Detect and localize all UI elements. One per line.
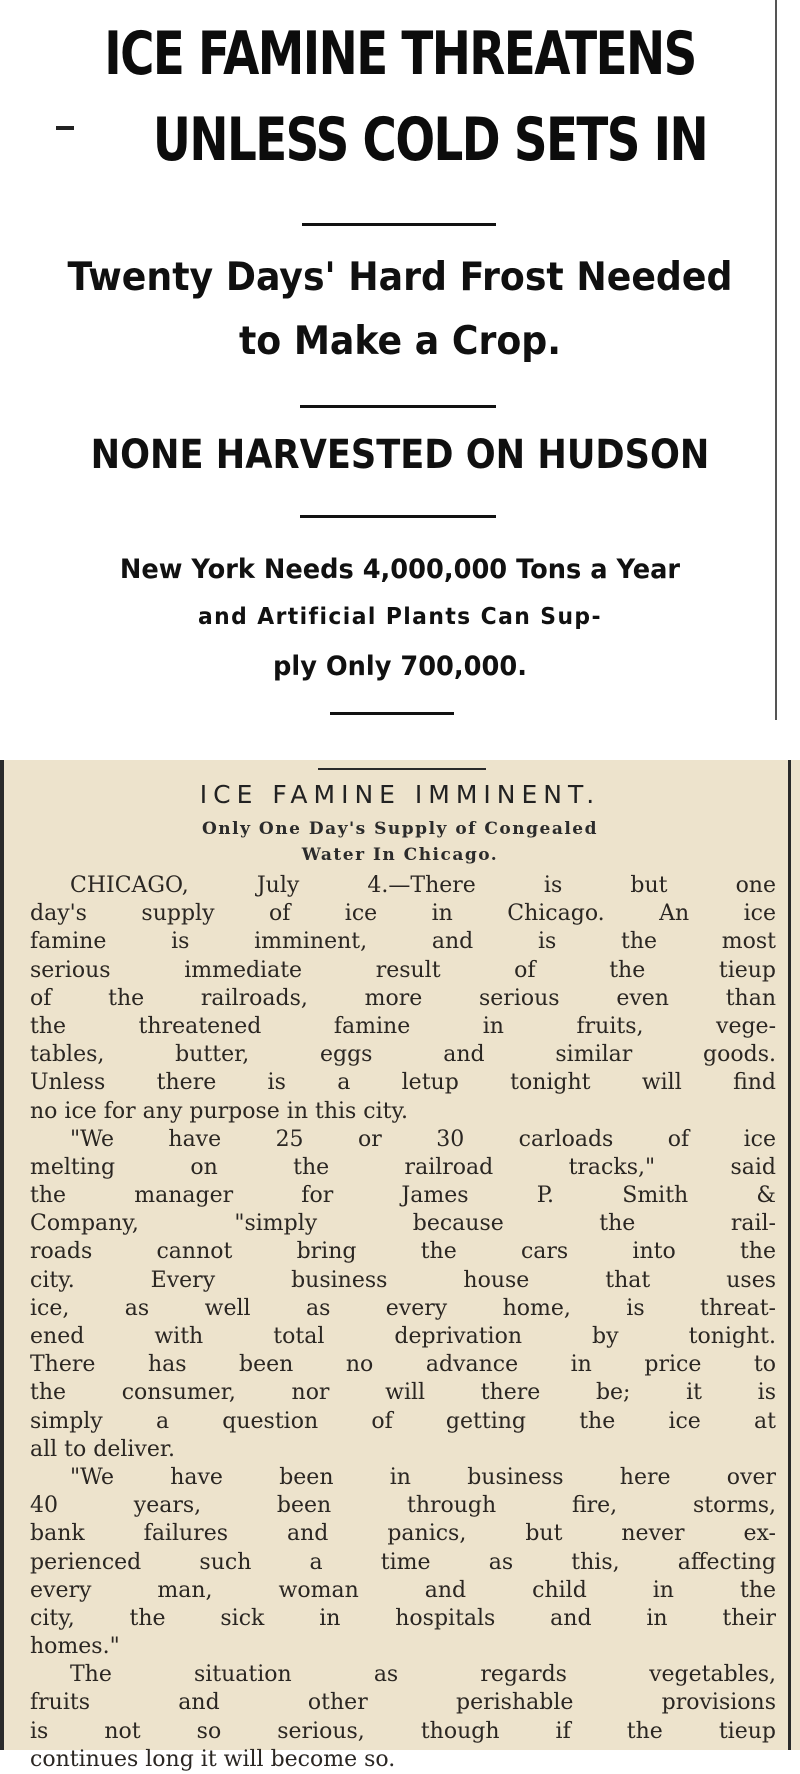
headline-line-1: ICE FAMINE THREATENS <box>104 19 696 89</box>
deck-3-line-3: ply Only 700,000. <box>273 651 527 682</box>
body-line: perienced such a time as this, affecting <box>30 1549 776 1575</box>
body-line: "We have been in business here over <box>70 1464 776 1490</box>
deck-2: NONE HARVESTED ON HUDSON <box>90 432 710 478</box>
body-line: the threatened famine in fruits, vege- <box>30 1013 776 1039</box>
body-line: city, the sick in hospitals and in their <box>30 1605 776 1631</box>
body-line: day's supply of ice in Chicago. An ice <box>30 901 776 927</box>
divider-rule <box>300 515 496 518</box>
body-line: 40 years, been through fire, storms, <box>30 1493 776 1519</box>
clipping-border-right <box>788 760 791 1750</box>
article-subhead-line-2: Water In Chicago. <box>301 845 499 865</box>
body-line: serious immediate result of the tieup <box>30 957 776 983</box>
body-line: bank failures and panics, but never ex- <box>30 1521 776 1547</box>
body-line: CHICAGO, July 4.—There is but one <box>70 873 776 898</box>
headline-line-2: UNLESS COLD SETS IN <box>152 105 708 175</box>
body-line: The situation as regards vegetables, <box>70 1662 776 1688</box>
body-line: "We have 25 or 30 carloads of ice <box>70 1126 776 1152</box>
body-line: continues long it will become so. <box>30 1746 396 1772</box>
body-line: tables, butter, eggs and similar goods. <box>30 1042 776 1068</box>
body-line: roads cannot bring the cars into the <box>30 1239 776 1265</box>
top-rule <box>318 768 486 770</box>
deck-1-line-2: to Make a Crop. <box>238 319 562 364</box>
deck-3-line-2: and Artificial Plants Can Sup- <box>197 604 602 630</box>
clipping-nyt-ice-famine <box>0 0 800 730</box>
article-title: ICE FAMINE IMMINENT. <box>199 780 601 809</box>
body-line: the consumer, nor will there be; it is <box>30 1380 776 1406</box>
deck-1-line-1: Twenty Days' Hard Frost Needed <box>67 255 733 300</box>
article-subhead-line-1: Only One Day's Supply of Congealed <box>202 819 598 839</box>
clipping-chicago-ice-famine <box>0 760 800 1772</box>
body-line: all to deliver. <box>30 1436 175 1462</box>
end-rule <box>330 712 454 715</box>
divider-rule <box>302 223 496 226</box>
stray-dash-mark <box>56 126 74 130</box>
body-line: Unless there is a letup tonight will find <box>30 1070 776 1096</box>
body-line: fruits and other perishable provisions <box>30 1690 776 1716</box>
clipping-border-left <box>0 760 4 1750</box>
body-line: melting on the railroad tracks," said <box>30 1154 776 1180</box>
body-line: famine is imminent, and is the most <box>30 929 776 955</box>
body-line: There has been no advance in price to <box>30 1352 776 1378</box>
body-line: every man, woman and child in the <box>30 1577 776 1603</box>
body-line: simply a question of getting the ice at <box>30 1408 776 1434</box>
body-line: no ice for any purpose in this city. <box>30 1098 409 1124</box>
body-line: ice, as well as every home, is threat- <box>30 1295 776 1321</box>
article-body <box>30 872 776 1774</box>
body-line: of the railroads, more serious even than <box>30 985 776 1011</box>
body-line: city. Every business house that uses <box>30 1267 776 1293</box>
body-line: Company, "simply because the rail- <box>30 1211 776 1237</box>
body-line: the manager for James P. Smith & <box>30 1183 776 1209</box>
body-line: is not so serious, though if the tieup <box>30 1718 776 1744</box>
divider-rule <box>300 405 496 408</box>
body-line: ened with total deprivation by tonight. <box>30 1324 776 1349</box>
body-line: homes." <box>30 1634 120 1660</box>
deck-3-line-1: New York Needs 4,000,000 Tons a Year <box>119 554 681 585</box>
